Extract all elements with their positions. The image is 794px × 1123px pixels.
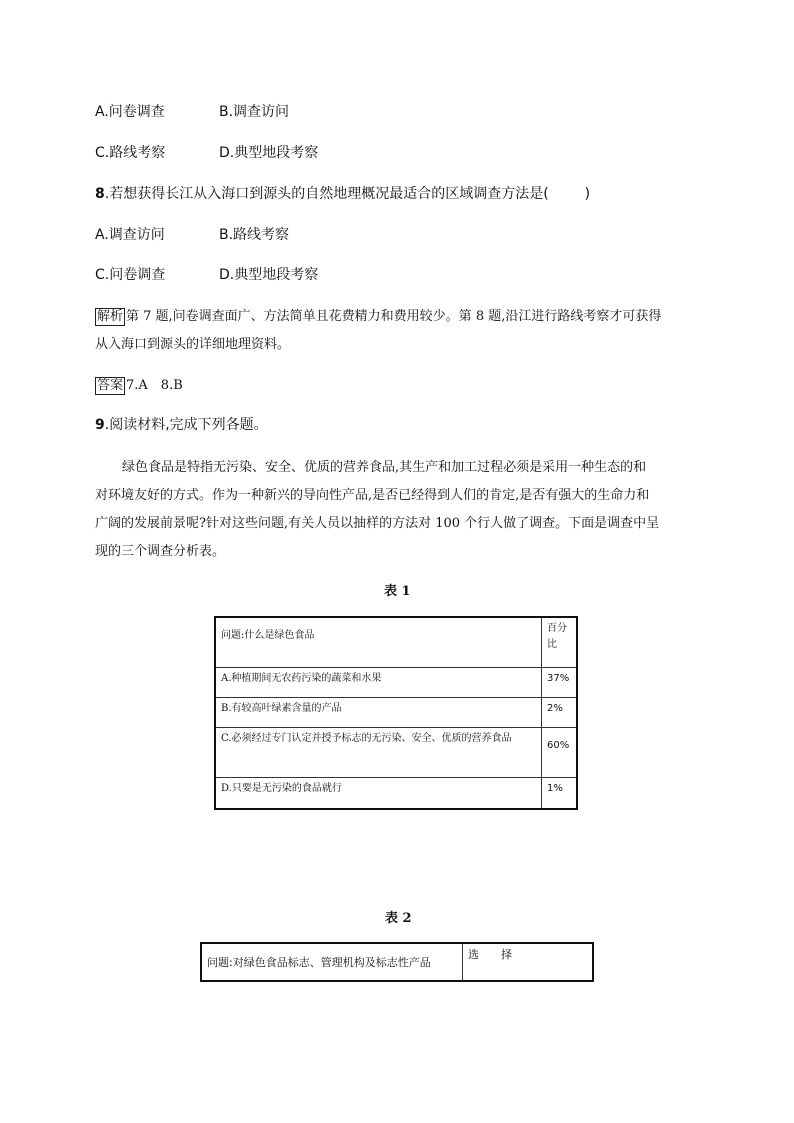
table-row	[215, 697, 577, 727]
q8-close-paren: )	[584, 186, 591, 202]
table-header-row	[215, 617, 577, 667]
answer-tag: 答案	[97, 378, 124, 393]
q8-stem	[95, 183, 590, 203]
table1-row-d-percent: 1%	[542, 777, 578, 809]
q8-number: 8	[95, 186, 105, 202]
analysis-line2	[95, 333, 290, 352]
table-row	[215, 667, 577, 697]
table-row	[215, 727, 577, 777]
table1-caption: 表 1	[384, 584, 411, 599]
q9-number: 9	[95, 417, 105, 433]
table-row	[215, 777, 577, 809]
table2-caption: 表 2	[385, 911, 412, 926]
q7-option-d: D.典型地段考察	[219, 145, 319, 161]
table-header-row	[201, 943, 593, 981]
table1-row-a-percent: 37%	[542, 667, 578, 697]
q8-options-row2	[95, 264, 318, 284]
material-line1: 绿色食品是特指无污染、安全、优质的营养食品,其生产和加工过程必须是采用一种生态的和	[122, 460, 647, 475]
table2	[200, 942, 594, 982]
table2-header-choice: 选 择	[463, 943, 594, 981]
table1	[214, 616, 578, 810]
answer-text: 7.A 8.B	[126, 378, 183, 393]
q7-option-b: B.调查访问	[219, 104, 290, 120]
table1-row-b-percent: 2%	[542, 697, 578, 727]
analysis-tag: 解析	[97, 309, 124, 324]
q7-options-row1	[95, 101, 289, 121]
q8-option-d: D.典型地段考察	[219, 267, 319, 283]
q7-option-c: C.路线考察	[95, 145, 166, 161]
table1-header-question: 问题:什么是绿色食品	[215, 617, 542, 667]
table1-row-d-text: D.只要是无污染的食品就行	[215, 777, 542, 809]
table1-row-c-text: C.必须经过专门认定并授予标志的无污染、安全、优质的营养食品	[215, 727, 542, 777]
table2-header-question: 问题:对绿色食品标志、管理机构及标志性产品	[201, 943, 463, 981]
analysis-text-1: 第 7 题,问卷调查面广、方法简单且花费精力和费用较少。第 8 题,沿江进行路线考察才可获得	[126, 309, 662, 324]
q7-options-row2	[95, 142, 318, 162]
table1-row-b-text: B.有较高叶绿素含量的产品	[215, 697, 542, 727]
q9-text: .阅读材料,完成下列各题。	[104, 417, 268, 433]
material-line3: 广阔的发展前景呢?针对这些问题,有关人员以抽样的方法对 100 个行人做了调查。下面是调查中呈	[95, 516, 660, 531]
analysis-line1	[95, 305, 661, 326]
q8-option-c: C.问卷调查	[95, 267, 166, 283]
q8-option-a: A.调查访问	[95, 227, 165, 243]
q8-options-row1	[95, 224, 289, 244]
table1-row-c-percent: 60%	[542, 727, 578, 777]
q9-stem	[95, 414, 268, 434]
table1-header-percent: 百分比	[542, 617, 578, 667]
q7-option-a: A.问卷调查	[95, 104, 165, 120]
q8-option-b: B.路线考察	[219, 227, 290, 243]
material-line4: 现的三个调查分析表。	[95, 544, 226, 559]
answer-line	[95, 374, 183, 395]
material-line2: 对环境友好的方式。作为一种新兴的导向性产品,是否已经得到人们的肯定,是否有强大的生命力和	[95, 488, 650, 503]
table1-row-a-text: A.种植期间无农药污染的蔬菜和水果	[215, 667, 542, 697]
q8-text: .若想获得长江从入海口到源头的自然地理概况最适合的区域调查方法是(	[104, 186, 549, 202]
analysis-text-2: 从入海口到源头的详细地理资料。	[95, 337, 291, 352]
